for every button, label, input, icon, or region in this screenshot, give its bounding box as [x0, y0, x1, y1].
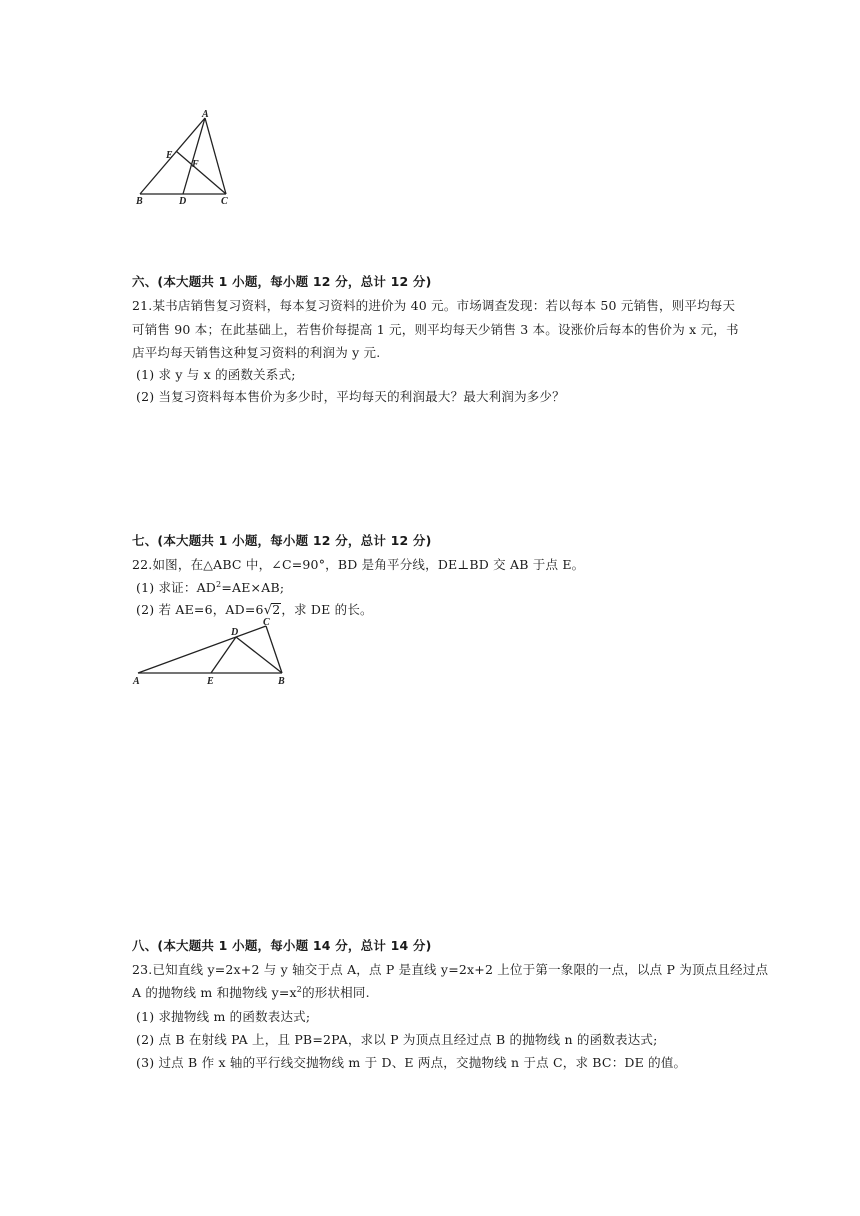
sqrt-radicand: 2 [272, 602, 281, 617]
segment-ac [138, 626, 266, 673]
label-a: A [133, 676, 140, 687]
label-a: A [202, 109, 209, 120]
label-f: F [192, 159, 199, 170]
section-8-heading: 八、(本大题共 1 小题，每小题 14 分，总计 14 分) [132, 938, 432, 953]
label-d: D [179, 196, 187, 207]
segment-db [236, 637, 282, 673]
q22-p2-text-a: (2) 若 AE=6，AD=6 [136, 602, 264, 617]
q22-p2-text-b: ，求 DE 的长。 [281, 602, 373, 617]
segment-ce [176, 151, 226, 194]
label-b: B [136, 196, 143, 207]
sqrt-sign: √ [263, 603, 273, 618]
question-22-part-1 [136, 578, 284, 596]
question-21-part-2: (2) 当复习资料每本售价为多少时，平均每天的利润最大？最大利润为多少？ [136, 389, 565, 404]
section-7-heading: 七、(本大题共 1 小题，每小题 12 分，总计 12 分) [132, 533, 432, 548]
q22-p1-text-b: =AE×AB; [221, 580, 285, 595]
q23-superscript: 2 [296, 984, 303, 994]
q23-line2-text-b: 的形状相同. [302, 985, 370, 1000]
question-21-part-1: (1) 求 y 与 x 的函数关系式; [136, 367, 296, 382]
question-22-line-1: 22.如图，在△ABC 中，∠C=90°，BD 是角平分线，DE⊥BD 交 AB 于点 E。 [132, 557, 585, 572]
q22-p1-superscript: 2 [216, 579, 222, 589]
label-c: C [221, 196, 228, 207]
label-d: D [231, 627, 239, 638]
label-e: E [207, 676, 214, 687]
question-23-line-2 [132, 983, 370, 1001]
segment-ad [183, 118, 205, 194]
question-23-part-3: (3) 过点 B 作 x 轴的平行线交抛物线 m 于 D、E 两点，交抛物线 n 于点 C，求 BC：DE 的值。 [136, 1055, 687, 1070]
question-23-part-1: (1) 求抛物线 m 的函数表达式; [136, 1009, 311, 1024]
question-23-part-2: (2) 点 B 在射线 PA 上，且 PB=2PA，求以 P 为顶点且经过点 B 的抛物线 n 的函数表达式; [136, 1032, 658, 1047]
label-b: B [278, 676, 285, 687]
triangle-figure-2 [128, 616, 298, 688]
triangle-figure-1 [128, 108, 238, 208]
segment-de [211, 637, 236, 673]
question-21-line-2: 可销售 90 本；在此基础上，若售价每提高 1 元，则平均每天少销售 3 本。设涨价后每本的售价为 x 元，书 [132, 322, 739, 337]
question-23-line-1: 23.已知直线 y=2x+2 与 y 轴交于点 A，点 P 是直线 y=2x+2 上位于第一象限的一点，以点 P 为顶点且经过点 [132, 962, 769, 977]
label-e: E [166, 150, 173, 161]
section-6-heading: 六、(本大题共 1 小题，每小题 12 分，总计 12 分) [132, 274, 432, 289]
q22-p1-text-a: (1) 求证：AD [136, 580, 217, 595]
q23-line2-text-a: A 的抛物线 m 和抛物线 y=x [132, 985, 297, 1000]
segment-ac [205, 118, 226, 194]
question-21-line-3: 店平均每天销售这种复习资料的利润为 y 元. [132, 345, 381, 360]
question-21-line-1: 21.某书店销售复习资料，每本复习资料的进价为 40 元。市场调查发现：若以每本 50 元销售，则平均每天 [132, 298, 736, 313]
label-c: C [263, 617, 270, 628]
